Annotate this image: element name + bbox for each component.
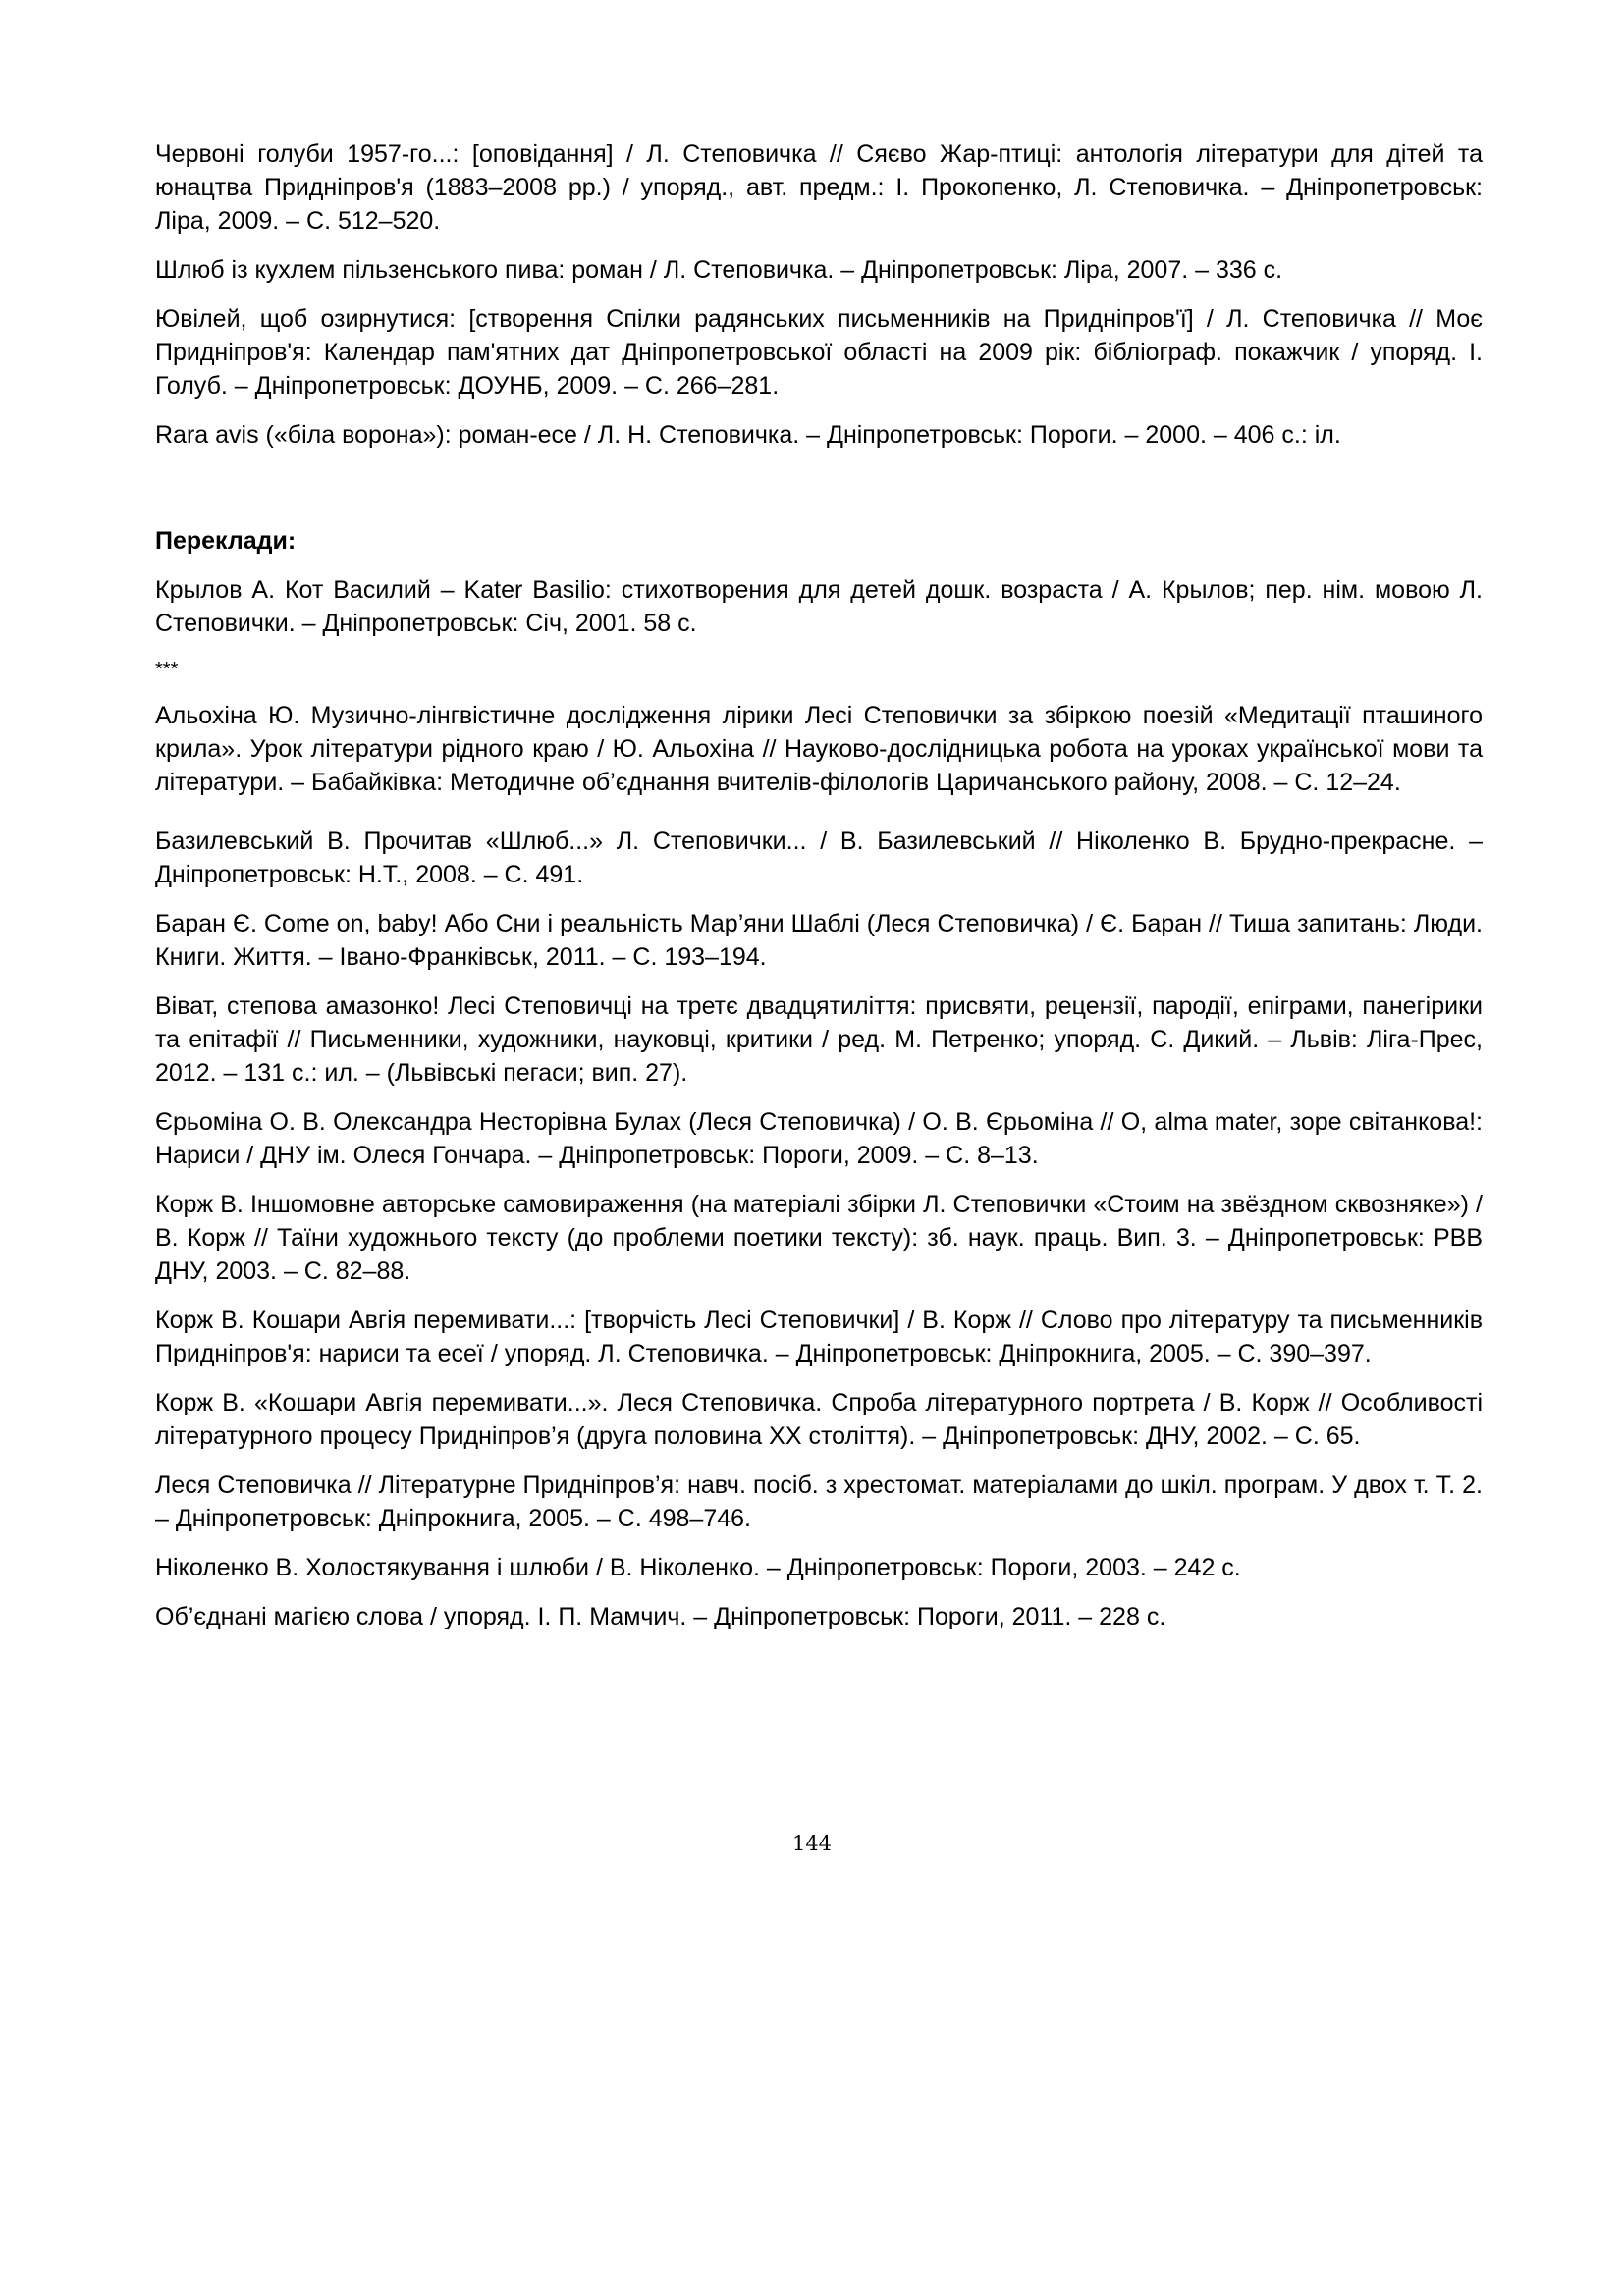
bibliography-entry: Об’єднані магією слова / упоряд. І. П. Мамчич. – Дніпропетровськ: Пороги, 2011. – 228 с. xyxy=(155,1603,1166,1630)
bibliography-entry: Корж В. «Кошари Авгія перемивати...». Леся Степовичка. Спроба літературного портрета / В. Корж // Особливості літературного процесу Придніпров’я (друга половина ХХ століття). – Дніпропетровськ: ДНУ, 2002. – С. 65. xyxy=(155,1389,1483,1450)
bibliography-entry: Корж В. Іншомовне авторське самовираження (на матеріалі збірки Л. Степовички «Стоим на звёздном сквозняке») / В. Корж // Таїни художнього тексту (до проблеми поетики тексту): зб. наук. праць. Вип. 3. – Дніпропетровськ: РВВ ДНУ, 2003. – С. 82–88. xyxy=(155,1191,1483,1285)
translation-entry: Крылов А. Кот Василий – Kater Basilio: стихотворения для детей дошк. возраста / А. Крылов; пер. нім. мовою Л. Степовички. – Дніпропетровськ: Січ, 2001. 58 с. xyxy=(155,576,1483,637)
bibliography-entry: Ювілей, щоб озирнутися: [створення Спілки радянських письменників на Придніпров'ї] / Л. Степовичка // Моє Придніпров'я: Календар пам'ятних дат Дніпропетровської області на 2009 рік: бібліограф. покажчик / упоряд. І. Голуб. – Дніпропетровськ: ДОУНБ, 2009. – С. 266–281. xyxy=(155,305,1483,400)
bibliography-entry: Леся Степовичка // Літературне Придніпров’я: навч. посіб. з хрестомат. матеріалами до шкіл. програм. У двох т. Т. 2. – Дніпропетровськ: Дніпрокнига, 2005. – С. 498–746. xyxy=(155,1471,1483,1532)
page-number: 144 xyxy=(791,1832,833,1855)
document-body xyxy=(155,137,1483,1649)
bibliography-entry: Баран Є. Come on, baby! Або Сни і реальність Мар’яни Шаблі (Леся Степовичка) / Є. Баран // Тиша запитань: Люди. Книги. Життя. – Івано-Франківськ, 2011. – С. 193–194. xyxy=(155,910,1483,971)
bibliography-entry: Rara avis («біла ворона»): роман-есе / Л. Н. Степовичка. – Дніпропетровськ: Пороги. – 2000. – 406 с.: іл. xyxy=(155,421,1341,449)
separator-asterisks: *** xyxy=(155,659,179,680)
bibliography-entry: Базилевський В. Прочитав «Шлюб...» Л. Степовички... / В. Базилевський // Ніколенко В. Брудно-прекрасне. – Дніпропетровськ: Н.Т., 2008. – С. 491. xyxy=(155,828,1483,888)
translations-heading: Переклади: xyxy=(155,527,297,555)
bibliography-entry: Ніколенко В. Холостякування і шлюби / В. Ніколенко. – Дніпропетровськ: Пороги, 2003. – 242 с. xyxy=(155,1554,1241,1581)
bibliography-entry: Червоні голуби 1957-го...: [оповідання] / Л. Степовичка // Сяєво Жар-птиці: антологія літератури для дітей та юнацтва Придніпров'я (1883–2008 рр.) / упоряд., авт. предм.: І. Прокопенко, Л. Степовичка. – Дніпропетровськ: Ліра, 2009. – С. 512–520. xyxy=(155,140,1483,235)
bibliography-entry: Альохіна Ю. Музично-лінгвістичне дослідження лірики Лесі Степовички за збіркою поезій «Медитації пташиного крила». Урок літератури рідного краю / Ю. Альохіна // Науково-дослідницька робота на уроках української мови та літератури. – Бабайківка: Методичне об’єднання вчителів-філологів Царичанського району, 2008. – С. 12–24. xyxy=(155,702,1483,796)
bibliography-entry: Корж В. Кошари Авгія перемивати...: [творчість Лесі Степовички] / В. Корж // Слово про літературу та письменників Придніпров'я: нариси та есеї / упоряд. Л. Степовичка. – Дніпропетровськ: Дніпрокнига, 2005. – С. 390–397. xyxy=(155,1307,1483,1367)
bibliography-entry: Єрьоміна О. В. Олександра Несторівна Булах (Леся Степовичка) / О. В. Єрьоміна // О, alma mater, зоре світанкова!: Нариси / ДНУ ім. Олеся Гончара. – Дніпропетровськ: Пороги, 2009. – С. 8–13. xyxy=(155,1108,1483,1169)
bibliography-entry: Віват, степова амазонко! Лесі Степовичці на третє двадцятиліття: присвяти, рецензії, пародії, епіграми, панегірики та епітафії // Письменники, художники, науковці, критики / ред. М. Петренко; упоряд. С. Дикий. – Львів: Ліга-Прес, 2012. – 131 с.: ил. – (Львівські пегаси; вип. 27). xyxy=(155,992,1483,1087)
section-spacer xyxy=(155,815,1483,825)
bibliography-entry: Шлюб із кухлем пільзенського пива: роман / Л. Степовичка. – Дніпропетровськ: Ліра, 2007. – 336 с. xyxy=(155,256,1283,284)
section-spacer xyxy=(155,467,1483,524)
